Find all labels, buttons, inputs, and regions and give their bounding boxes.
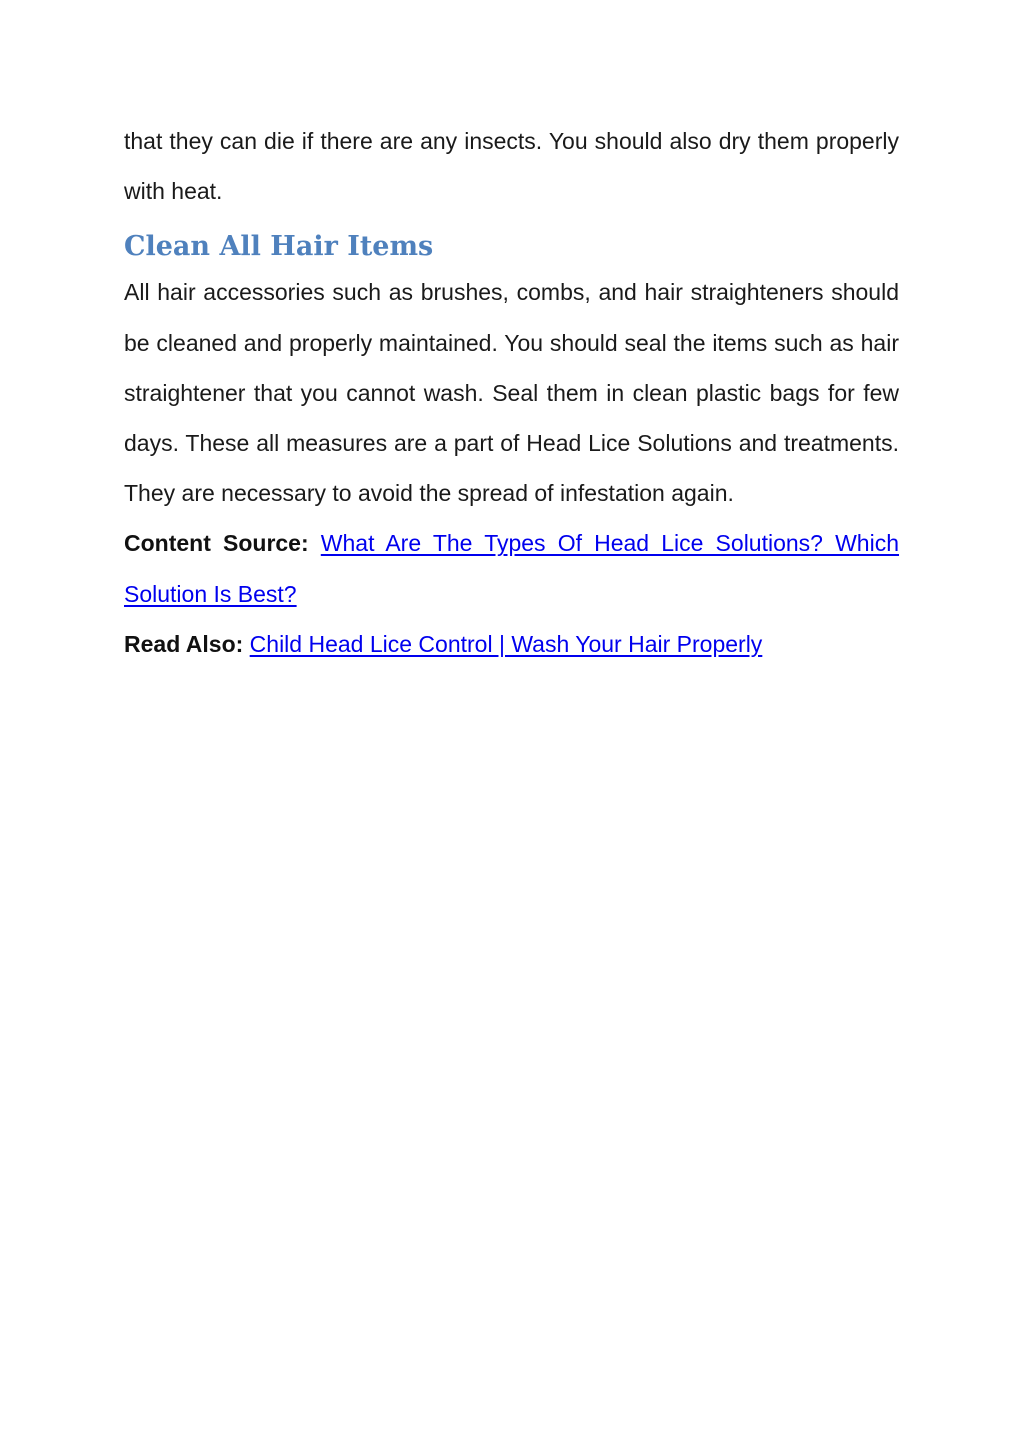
- intro-paragraph: that they can die if there are any insects. You should also dry them properly with heat.: [124, 128, 899, 205]
- content-source-label: Content Source:: [124, 530, 309, 557]
- read-also-label: Read Also:: [124, 630, 244, 657]
- content-source-line: [124, 518, 899, 618]
- section-heading: Clean All Hair Items: [124, 231, 434, 263]
- content-source-link[interactable]: What Are The Types Of Head Lice Solutions? Which Solution Is Best?: [124, 530, 900, 607]
- read-also-line: [124, 619, 899, 669]
- document-page: [124, 116, 899, 669]
- section-body-paragraph: All hair accessories such as brushes, combs, and hair straighteners should be cleaned and properly maintained. You should seal the items such as hair straightener that you cannot wash. Seal them in clean plastic bags for few days. These all measures are a part of Head Lice Solutions and treatments. They are necessary to avoid the spread of infestation again.: [124, 279, 899, 507]
- read-also-link[interactable]: Child Head Lice Control | Wash Your Hair Properly: [249, 630, 763, 657]
